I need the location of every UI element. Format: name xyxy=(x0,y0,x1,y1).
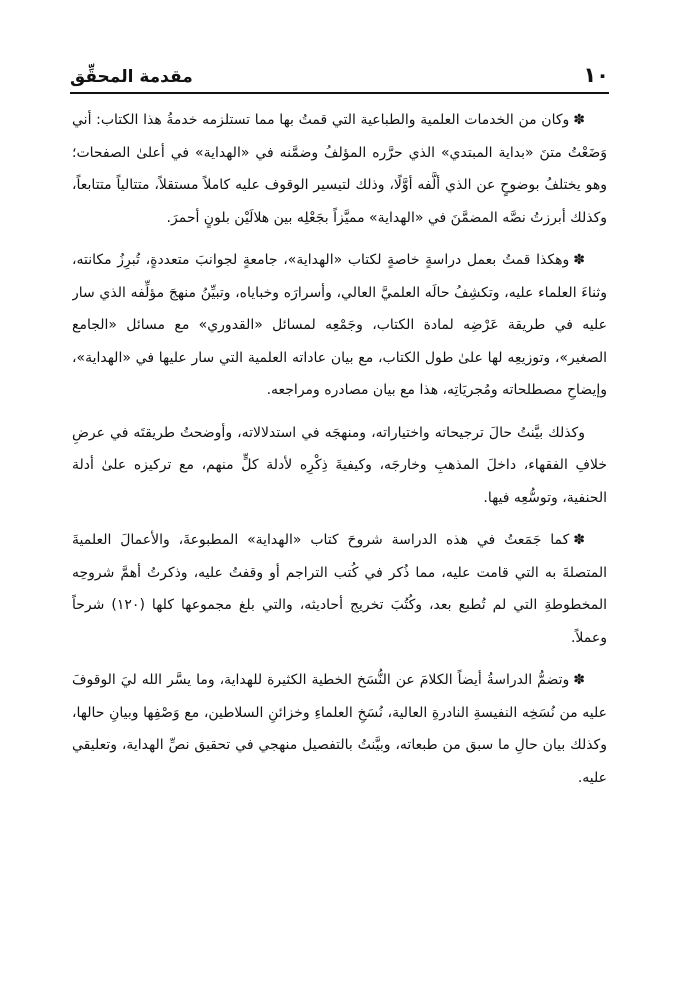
paragraph-text: وهكذا قمتُ بعمل دراسةٍ خاصةٍ لكتاب «الهداية»، جامعةٍ لجوانبَ متعددةٍ، تُبرِزُ مكانته، وثناءَ العلماء عليه، وتكشِفُ حالَه العلميَّ العالي، وأسرارَه وخباياه، وتبيِّنُ منهجَ مؤلِّفه الذي سار عليه في طريقة عَرْضِه لمادة الكتاب، وجَمْعِه لمسائل «القدوري» مع مسائل «الجامع الصغير»، وتوزيعِه لها علىٰ طول الكتاب، مع بيان عاداته العلمية التي سار عليها في «الهداية»، وإيضاحِ مصطلحاته ومُجريَاتِه، هذا مع بيان مصادره ومراجعه. xyxy=(72,252,607,398)
page-number: ١٠ xyxy=(583,63,609,87)
paragraph-text: وكذلك بيَّنتُ حالَ ترجيحاته واختياراته، ومنهجَه في استدلالاته، وأوضحتُ طريقتَه في عرضِ خلافِ الفقهاء، داخلَ المذهبِ وخارجَه، وكيفيةَ ذِكْرِه لأدلة كلٍّ منهم، مع تركيزه علىٰ أدلة الحنفية، وتوسُّعِه فيها. xyxy=(72,424,607,506)
paragraph-text: وكان من الخدمات العلمية والطباعية التي قمتُ بها مما تستلزمه خدمةُ هذا الكتاب: أني وَضَعْتُ متنَ «بداية المبتدي» الذي حرَّره المؤلفُ وضمَّنه في «الهداية» في أعلىٰ الصفحات؛ وهو يختلفُ بوضوحٍ عن الذي ألَّفه أوَّلًا، وذلك لتيسير الوقوف عليه كاملاً مستقلاً، متتالياً متتابعاً، وكذلك أبرزتُ نصَّه المضمَّنَ في «الهداية» مميَّزاً بجَعْلِه بين هلالَيْن بلونٍ أحمرَ. xyxy=(72,112,607,226)
body-text xyxy=(72,104,607,950)
paragraph-2 xyxy=(72,244,607,407)
paragraph-text: كما جَمَعتُ في هذه الدراسة شروحَ كتاب «الهداية» المطبوعةَ، والأعمالَ العلميةَ المتصلةَ به التي قامت عليه، مما ذُكر في كُتب التراجم أو وقفتُ عليه، وذكرتُ أهمَّ شروحِه المخطوطةِ التي لم تُطبع بعد، وكُتُبَ تخريج أحاديثه، والتي بلغ مجموعها كلها (١٢٠) شرحاً وعملاً. xyxy=(72,532,607,646)
paragraph-4 xyxy=(72,524,607,654)
page-header xyxy=(70,46,609,94)
running-title: مقدمة المحقِّق xyxy=(70,67,193,87)
paragraph-1 xyxy=(72,104,607,234)
paragraph-star-icon: ✽ xyxy=(573,532,585,548)
paragraph-5 xyxy=(72,664,607,794)
paragraph-star-icon: ✽ xyxy=(573,252,585,268)
paragraph-star-icon: ✽ xyxy=(573,112,585,128)
paragraph-3 xyxy=(72,417,607,515)
paragraph-text: وتضمُّ الدراسةُ أيضاً الكلامَ عن النُّسَخ الخطية الكثيرة للهداية، وما يسَّر الله ليَ الوقوفَ عليه من نُسَخِه النفيسةِ النادرةِ العالية، نُسَخِ العلماءِ وخزائنِ السلاطين، مع وَصْفِها وبيانِ حالها، وكذلك بيان حالِ ما سبق من طبعاته، وبيَّنتُ بالتفصيل منهجي في تحقيق نصِّ الهداية، وتعليقي عليه. xyxy=(72,672,607,786)
paragraph-star-icon: ✽ xyxy=(573,672,585,688)
